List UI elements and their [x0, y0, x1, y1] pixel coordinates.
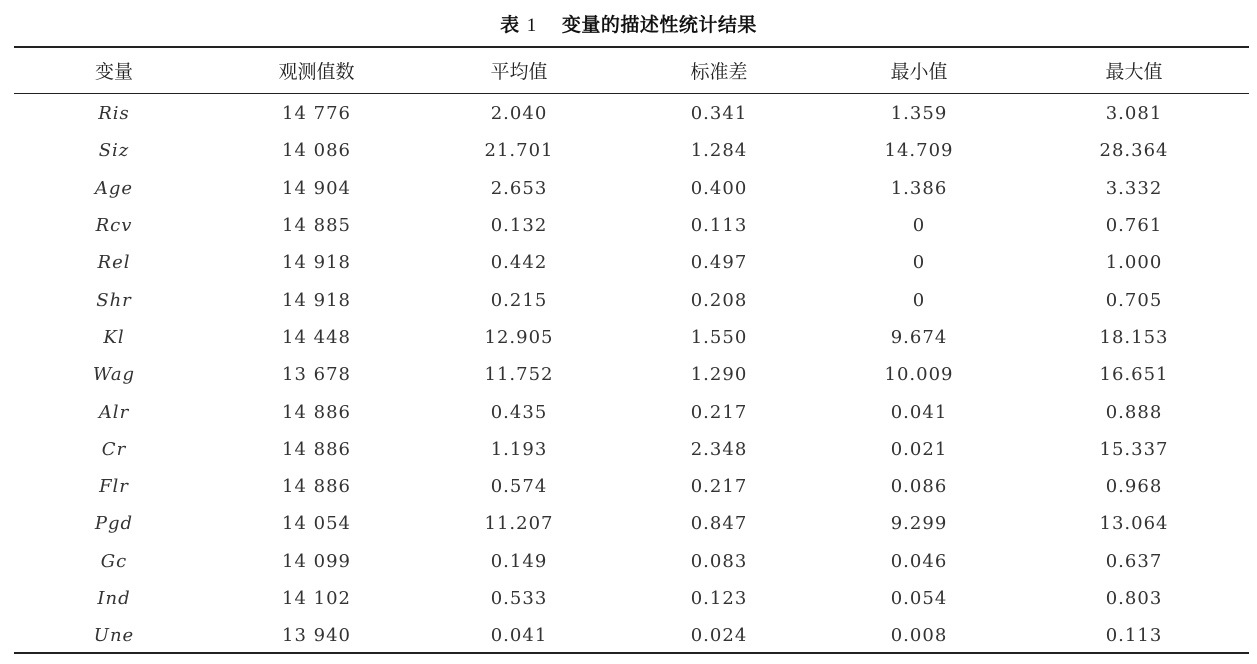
cell-max: 0.968 — [1105, 476, 1163, 498]
cell-observations: 14 102 — [282, 588, 351, 609]
cell-observations: 14 886 — [282, 438, 351, 460]
table-row — [14, 356, 1249, 393]
cell-observations: 14 886 — [282, 401, 351, 423]
cell-min: 0.021 — [890, 438, 948, 460]
cell-max: 0.888 — [1105, 401, 1163, 423]
table-row — [14, 580, 1249, 617]
cell-mean: 2.040 — [490, 103, 548, 125]
cell-observations: 14 086 — [282, 140, 351, 162]
cell-variable: Ind — [97, 588, 131, 609]
cell-std-dev: 1.550 — [690, 326, 748, 348]
table-row — [14, 431, 1249, 468]
cell-min: 10.009 — [884, 364, 954, 386]
cell-variable: Ris — [98, 103, 130, 125]
cell-observations: 14 904 — [282, 177, 351, 199]
cell-observations: 14 776 — [282, 103, 351, 125]
cell-std-dev: 0.083 — [690, 550, 748, 572]
cell-mean: 0.442 — [490, 252, 548, 274]
cell-min: 14.709 — [884, 140, 954, 162]
cell-variable: Alr — [98, 401, 130, 423]
cell-max: 3.332 — [1105, 177, 1163, 199]
cell-std-dev: 0.217 — [690, 476, 748, 498]
cell-min: 1.386 — [890, 177, 948, 199]
cell-max: 13.064 — [1099, 513, 1169, 535]
cell-observations: 14 886 — [282, 476, 351, 498]
table-row — [14, 170, 1249, 207]
cell-observations: 13 940 — [282, 625, 351, 647]
cell-std-dev: 0.847 — [690, 513, 748, 535]
cell-variable: Age — [94, 177, 134, 199]
cell-min: 9.674 — [890, 326, 948, 348]
cell-max: 16.651 — [1099, 364, 1169, 386]
cell-std-dev: 0.497 — [690, 252, 748, 274]
cell-observations: 13 678 — [282, 364, 351, 386]
caption-number: 1 — [526, 15, 537, 36]
cell-min: 0.054 — [890, 588, 948, 609]
cell-observations: 14 918 — [282, 252, 351, 274]
cell-max: 0.113 — [1105, 625, 1163, 647]
cell-std-dev: 0.024 — [690, 625, 748, 647]
cell-max: 15.337 — [1099, 438, 1169, 460]
cell-mean: 11.207 — [484, 513, 554, 535]
caption-label: 表 — [500, 14, 520, 36]
cell-mean: 0.574 — [490, 476, 548, 498]
cell-mean: 0.533 — [490, 588, 548, 609]
table-row — [14, 132, 1249, 169]
cell-max: 28.364 — [1099, 140, 1169, 162]
cell-min: 0.008 — [890, 625, 948, 647]
cell-variable: Shr — [96, 289, 132, 311]
cell-mean: 0.132 — [490, 215, 548, 237]
cell-max: 0.761 — [1105, 215, 1163, 237]
cell-max: 0.637 — [1105, 550, 1163, 572]
table-caption — [0, 10, 1257, 37]
cell-min: 0 — [912, 252, 926, 274]
cell-std-dev: 1.284 — [690, 140, 748, 162]
table-header-row — [14, 48, 1249, 93]
cell-std-dev: 0.400 — [690, 177, 748, 199]
cell-mean: 11.752 — [484, 364, 554, 386]
header-mean: 平均值 — [490, 61, 548, 83]
table-row — [14, 468, 1249, 505]
cell-max: 0.803 — [1105, 588, 1163, 609]
table-row — [14, 319, 1249, 356]
cell-variable: Gc — [100, 550, 128, 572]
cell-min: 0 — [912, 289, 926, 311]
cell-std-dev: 1.290 — [690, 364, 748, 386]
cell-variable: Rel — [97, 252, 131, 274]
cell-min: 0.086 — [890, 476, 948, 498]
cell-mean: 1.193 — [490, 438, 548, 460]
cell-variable: Kl — [103, 326, 125, 348]
cell-variable: Rcv — [95, 215, 133, 237]
table-row — [14, 244, 1249, 281]
cell-std-dev: 0.113 — [690, 215, 748, 237]
cell-mean: 0.041 — [490, 625, 548, 647]
cell-variable: Wag — [92, 364, 136, 386]
cell-std-dev: 2.348 — [690, 438, 748, 460]
table-row — [14, 505, 1249, 542]
cell-std-dev: 0.217 — [690, 401, 748, 423]
cell-mean: 0.215 — [490, 289, 548, 311]
cell-min: 0 — [912, 215, 926, 237]
cell-mean: 0.435 — [490, 401, 548, 423]
header-max: 最大值 — [1105, 61, 1163, 83]
cell-variable: Siz — [98, 140, 130, 162]
cell-observations: 14 448 — [282, 326, 351, 348]
cell-max: 1.000 — [1105, 252, 1163, 274]
cell-mean: 0.149 — [490, 550, 548, 572]
cell-min: 0.041 — [890, 401, 948, 423]
cell-std-dev: 0.341 — [690, 103, 748, 125]
cell-max: 3.081 — [1105, 103, 1163, 125]
cell-variable: Flr — [99, 476, 129, 498]
cell-std-dev: 0.208 — [690, 289, 748, 311]
header-std-dev: 标准差 — [690, 61, 748, 83]
header-variable: 变量 — [94, 61, 133, 83]
table-row — [14, 281, 1249, 318]
cell-variable: Une — [93, 625, 135, 647]
table-row — [14, 93, 1249, 132]
descriptive-statistics-table — [14, 48, 1249, 654]
header-observations: 观测值数 — [278, 61, 355, 83]
cell-observations: 14 918 — [282, 289, 351, 311]
cell-std-dev: 0.123 — [690, 588, 748, 609]
table-row — [14, 393, 1249, 430]
cell-observations: 14 054 — [282, 513, 351, 535]
cell-max: 0.705 — [1105, 289, 1163, 311]
cell-variable: Cr — [101, 438, 127, 460]
table-row — [14, 617, 1249, 654]
table-row — [14, 543, 1249, 580]
cell-max: 18.153 — [1099, 326, 1169, 348]
cell-mean: 12.905 — [484, 326, 554, 348]
cell-variable: Pgd — [94, 513, 134, 535]
cell-mean: 2.653 — [490, 177, 548, 199]
cell-min: 9.299 — [890, 513, 948, 535]
cell-min: 1.359 — [890, 103, 948, 125]
header-min: 最小值 — [890, 61, 948, 83]
cell-mean: 21.701 — [484, 140, 554, 162]
cell-observations: 14 885 — [282, 215, 351, 237]
table-row — [14, 207, 1249, 244]
cell-observations: 14 099 — [282, 550, 351, 572]
table-body — [14, 93, 1249, 654]
cell-min: 0.046 — [890, 550, 948, 572]
caption-title: 变量的描述性统计结果 — [561, 14, 757, 36]
